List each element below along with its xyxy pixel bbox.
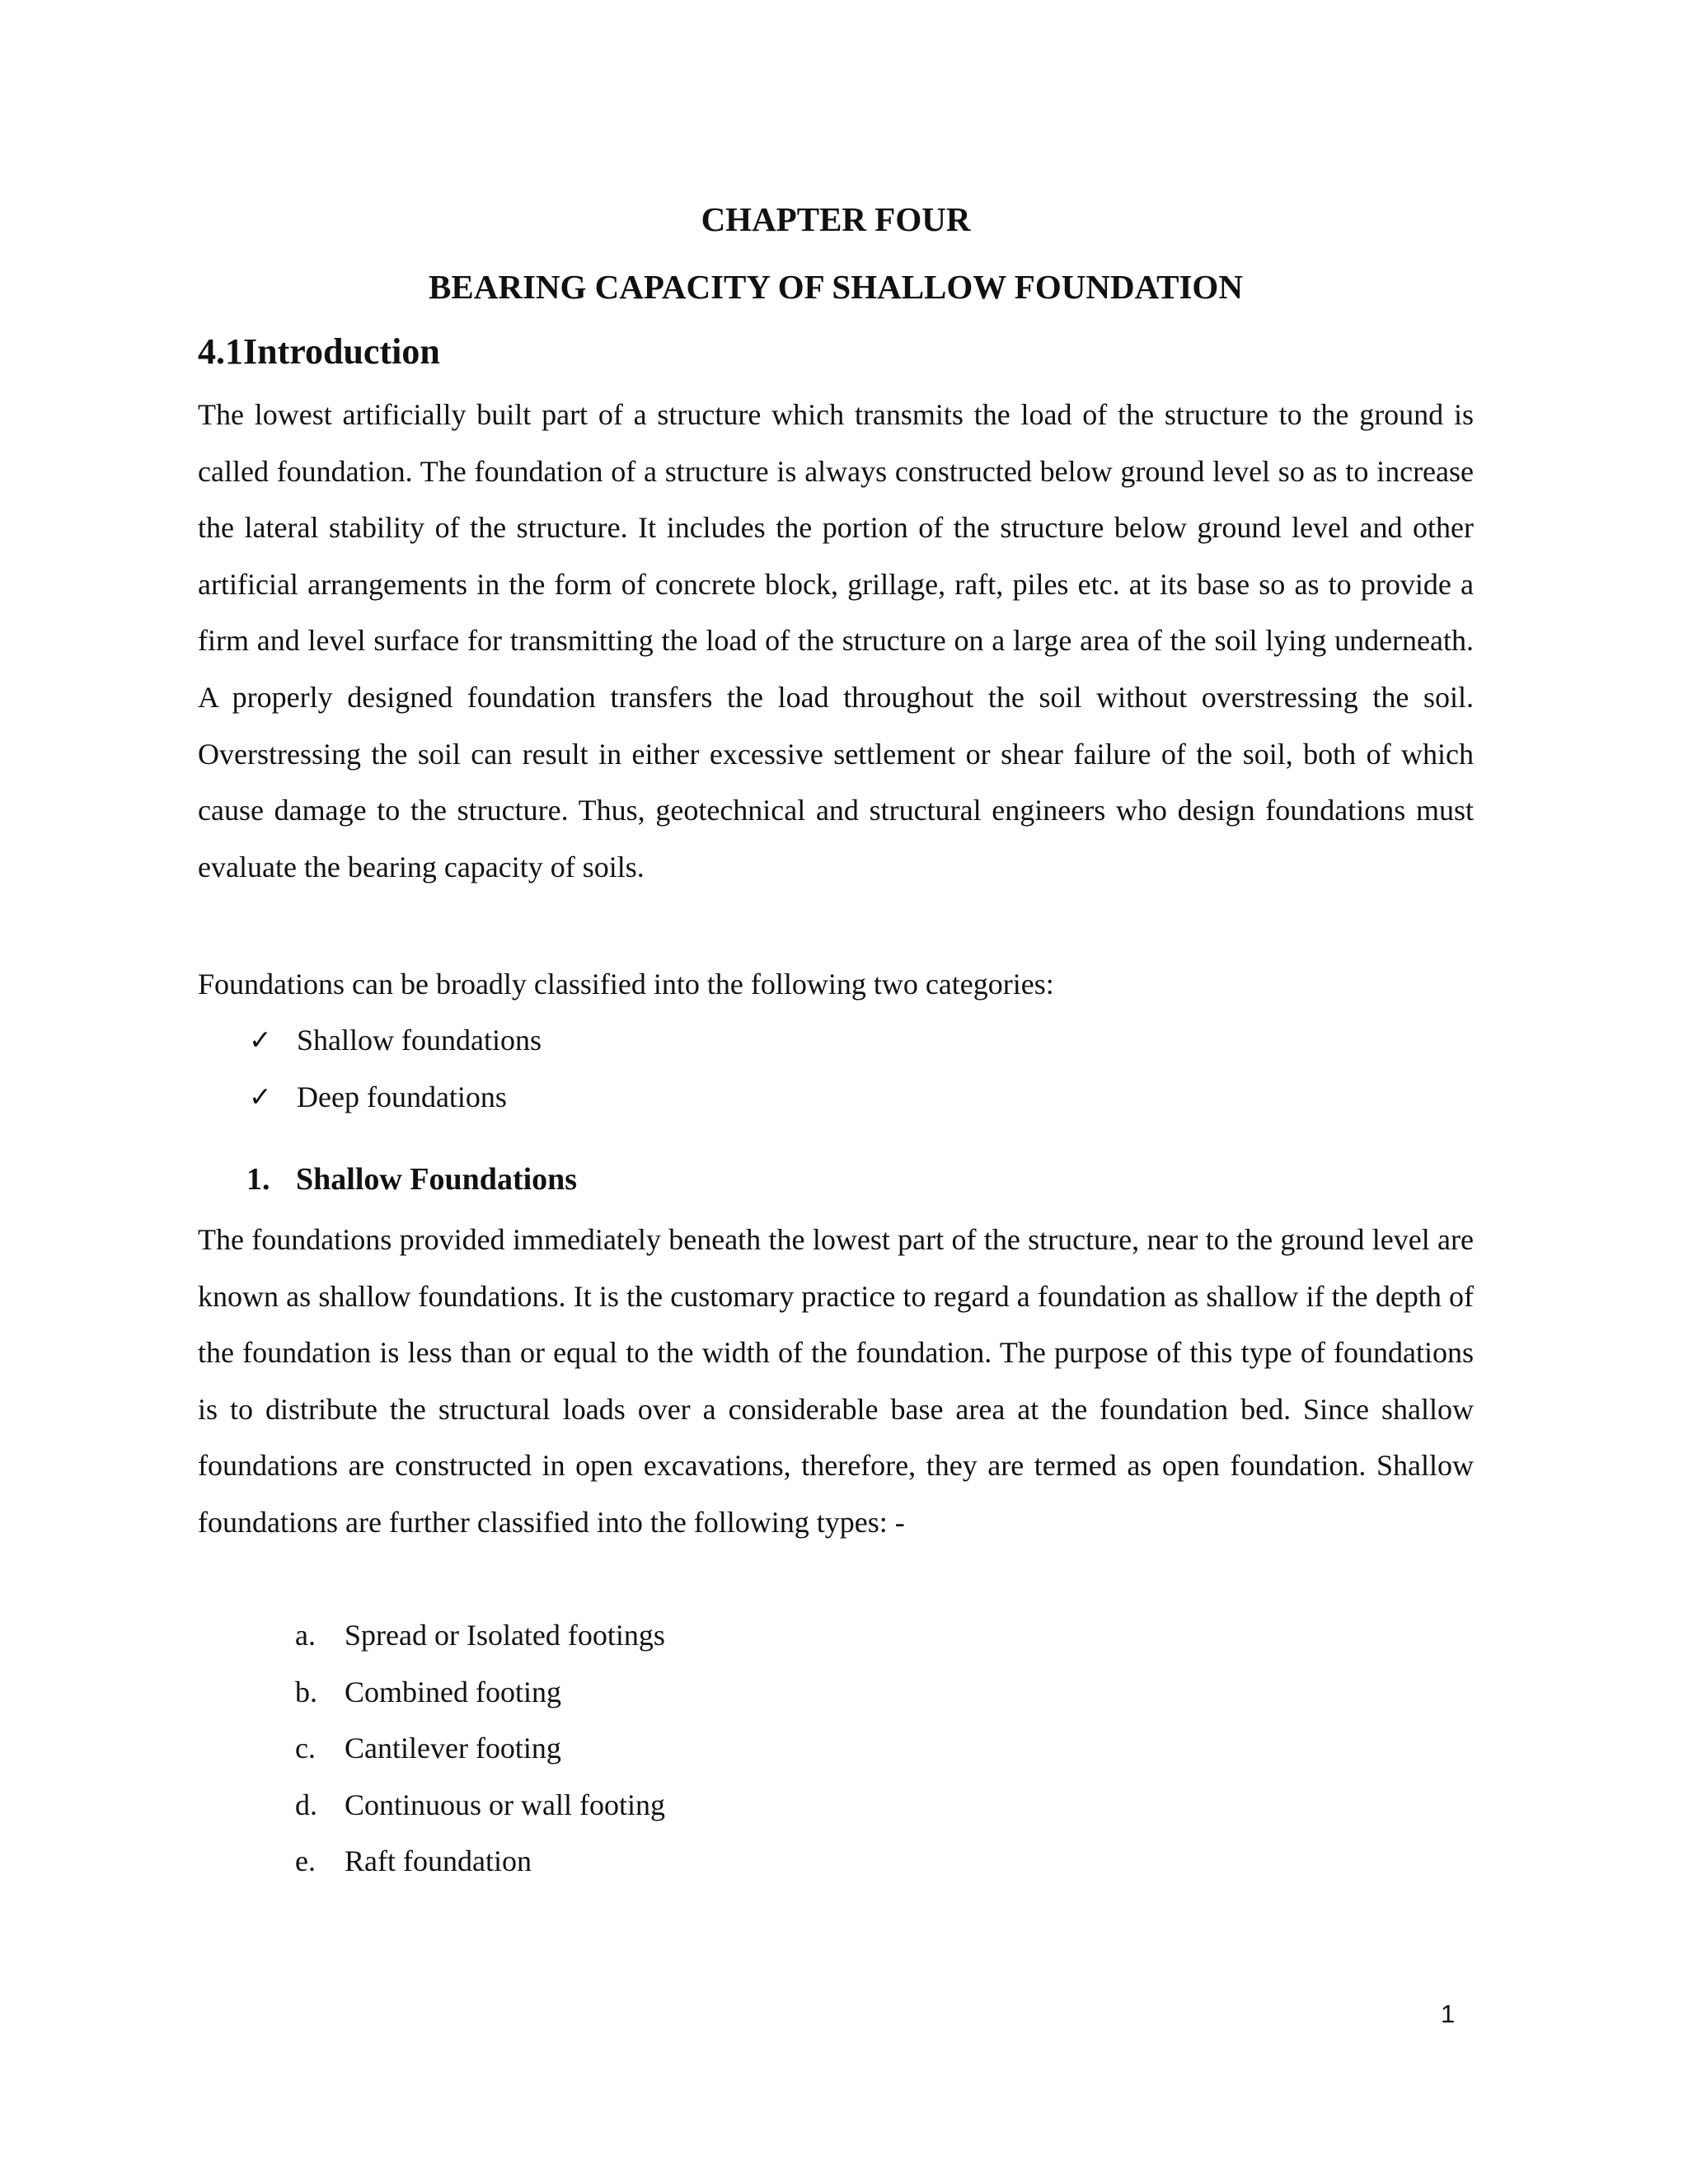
list-item-label: Deep foundations	[297, 1080, 507, 1113]
page-number: 1	[1441, 1999, 1456, 2028]
list-marker: d.	[295, 1788, 317, 1821]
list-item	[295, 1720, 665, 1777]
list-item-label: Cantilever footing	[345, 1732, 561, 1765]
list-item-label: Shallow foundations	[297, 1024, 542, 1057]
intro-paragraph: The lowest artificially built part of a structure which transmits the load of the structure to the ground is called foundation. The foundation of a structure is always constructed below ground level so as to increase the lateral stability of the structure. It includes the portion of the structure below ground level and other artificial arrangements in the form of concrete block, grillage, raft, piles etc. at its base so as to provide a firm and level surface for transmitting the load of the structure on a large area of the soil lying underneath. A properly designed foundation transfers the load throughout the soil without overstressing the soil. Overstressing the soil can result in either excessive settlement or shear failure of the soil, both of which cause damage to the structure. Thus, geotechnical and structural engineers who design foundations must evaluate the bearing capacity of soils.	[198, 398, 1474, 883]
section-heading: 4.1Introduction	[198, 331, 440, 372]
list-item	[295, 1664, 665, 1721]
checkmark-icon: ✓	[249, 1080, 272, 1113]
subsection-heading	[246, 1154, 577, 1205]
list-item-label: Combined footing	[345, 1675, 561, 1708]
subsection-title: Shallow Foundations	[296, 1162, 578, 1197]
list-marker: e.	[295, 1844, 316, 1878]
list-marker: c.	[295, 1732, 316, 1765]
shallow-foundations-paragraph: The foundations provided immediately beneath the lowest part of the structure, near to the ground level are known as shallow foundations. It is the customary practice to regard a foundation as shallow if the depth of the foundation is less than or equal to the width of the foundation. The purpose of this type of foundations is to distribute the structural loads over a considerable base area at the foundation bed. Since shallow foundations are constructed in open excavations, therefore, they are termed as open foundation. Shallow foundations are further classified into the following types: -	[198, 1223, 1474, 1539]
checkmark-icon: ✓	[249, 1024, 272, 1056]
list-item	[295, 1777, 665, 1834]
list-item	[249, 1069, 542, 1126]
list-marker: b.	[295, 1675, 317, 1708]
classification-paragraph: Foundations can be broadly classified into the following two categories:	[198, 968, 1054, 1001]
list-item-label: Spread or Isolated footings	[345, 1619, 665, 1652]
list-marker: a.	[295, 1619, 316, 1652]
chapter-subtitle: BEARING CAPACITY OF SHALLOW FOUNDATION	[429, 268, 1243, 306]
subsection-number: 1.	[246, 1162, 270, 1197]
shallow-foundation-types-list	[295, 1607, 665, 1890]
list-item	[249, 1012, 542, 1069]
list-item-label: Continuous or wall footing	[345, 1788, 665, 1821]
list-item	[295, 1607, 665, 1664]
foundation-categories-list	[249, 1012, 542, 1125]
list-item	[295, 1833, 665, 1890]
list-item-label: Raft foundation	[345, 1844, 532, 1878]
chapter-title: CHAPTER FOUR	[701, 200, 971, 238]
